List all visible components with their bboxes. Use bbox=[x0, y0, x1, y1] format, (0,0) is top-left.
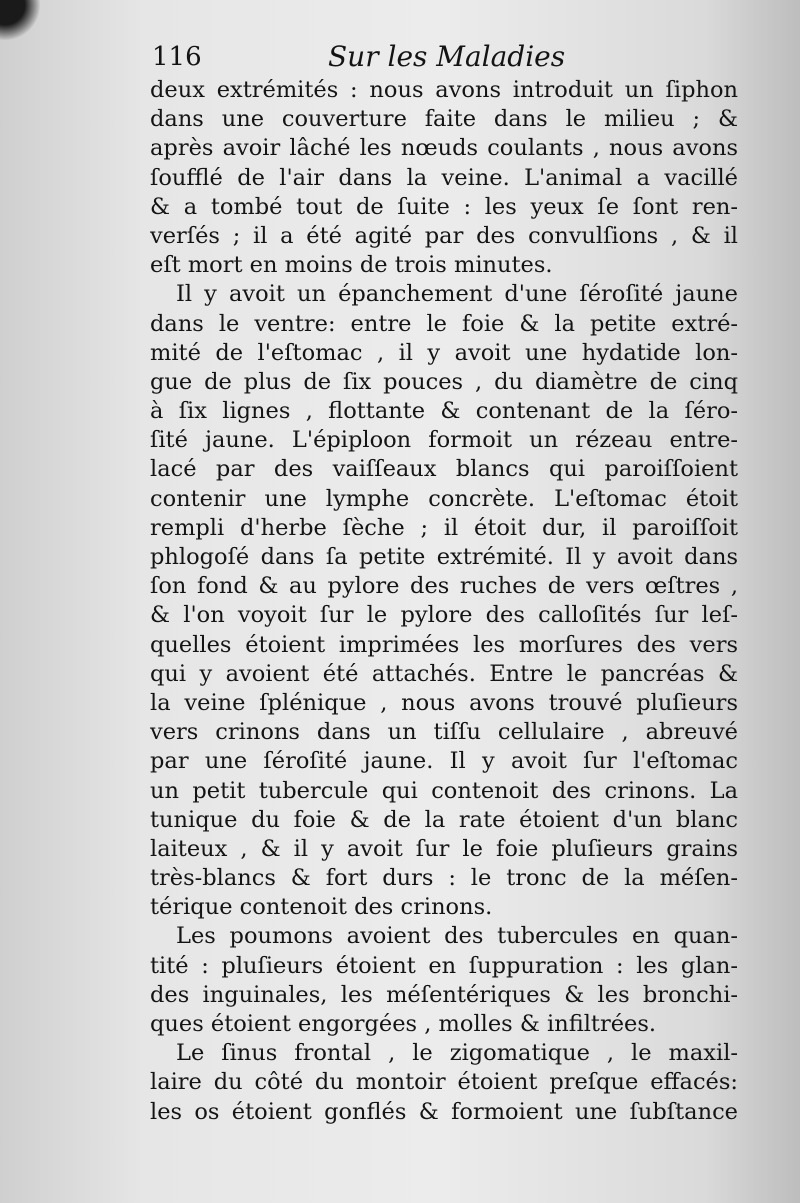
text-line: eſt mort en moins de trois minutes. bbox=[150, 252, 553, 279]
text-line: très-blancs & fort durs : le tronc de la méſen- bbox=[150, 865, 738, 892]
text-line: laire du côté du montoir étoient preſque effacés: bbox=[150, 1069, 738, 1096]
running-title: Sur les Maladies bbox=[328, 40, 566, 73]
text-line: après avoir lâché les nœuds coulants , nous avons bbox=[150, 135, 738, 162]
text-line: & l'on voyoit ſur le pylore des calloſités ſur leſ- bbox=[150, 602, 738, 629]
text-line: par une ſéroſité jaune. Il y avoit ſur l'eſtomac bbox=[150, 748, 738, 775]
text-line: térique contenoit des crinons. bbox=[150, 894, 493, 921]
text-line: ſoufflé de l'air dans la veine. L'animal a vacillé bbox=[150, 164, 738, 191]
page-number: 116 bbox=[152, 42, 202, 72]
paragraph bbox=[150, 76, 738, 280]
page-corner-shadow bbox=[0, 0, 40, 40]
text-line: rempli d'herbe ſèche ; il étoit dur, il paroiſſoit bbox=[150, 514, 738, 541]
text-line: contenir une lymphe concrète. L'eſtomac étoit bbox=[150, 485, 738, 512]
text-line: qui y avoient été attachés. Entre le pancréas & bbox=[150, 660, 738, 687]
text-line: ſon fond & au pylore des ruches de vers œſtres , bbox=[150, 573, 738, 600]
text-line: gue de plus de ſix pouces , du diamètre de cinq bbox=[150, 368, 738, 395]
text-line: tunique du foie & de la rate étoient d'un blanc bbox=[150, 806, 738, 833]
text-line: quelles étoient imprimées les morſures des vers bbox=[150, 631, 738, 658]
paragraph bbox=[150, 922, 738, 1039]
text-line: ques étoient engorgées , molles & infiltrées. bbox=[150, 1011, 657, 1037]
paragraph bbox=[150, 1039, 738, 1127]
text-line: lacé par des vaiſſeaux blancs qui paroiſſoient bbox=[150, 456, 738, 483]
text-line: deux extrémités : nous avons introduit un ſiphon bbox=[150, 77, 738, 103]
text-line: Les poumons avoient des tubercules en quan- bbox=[176, 923, 738, 950]
text-line: les os étoient gonflés & formoient une ſubſtance bbox=[150, 1098, 738, 1125]
text-line: & a tombé tout de ſuite : les yeux ſe ſont ren- bbox=[150, 193, 738, 220]
text-line: ſité jaune. L'épiploon formoit un rézeau entre- bbox=[150, 427, 738, 454]
text-line: Le ſinus frontal , le zigomatique , le maxil- bbox=[176, 1040, 738, 1067]
text-line: la veine ſplénique , nous avons trouvé pluſieurs bbox=[150, 689, 738, 716]
text-line: dans le ventre: entre le foie & la petite extré- bbox=[150, 310, 738, 337]
text-line: Il y avoit un épanchement d'une ſéroſité jaune bbox=[176, 281, 738, 308]
paragraph bbox=[150, 280, 738, 922]
page-header bbox=[150, 38, 738, 76]
text-line: mité de l'eſtomac , il y avoit une hydatide lon- bbox=[150, 339, 738, 366]
text-line: phlogoſé dans ſa petite extrémité. Il y avoit dans bbox=[150, 544, 738, 570]
text-line: à ſix lignes , flottante & contenant de la ſéro- bbox=[150, 398, 738, 425]
text-line: laiteux , & il y avoit ſur le foie pluſieurs grains bbox=[150, 835, 738, 862]
text-line: vers crinons dans un tiſſu cellulaire , abreuvé bbox=[150, 719, 738, 746]
text-line: dans une couverture faite dans le milieu ; & bbox=[150, 106, 738, 133]
text-line: un petit tubercule qui contenoit des crinons. La bbox=[150, 777, 738, 804]
text-line: verſés ; il a été agité par des convulſions , & il bbox=[150, 222, 738, 249]
text-line: tité : pluſieurs étoient en ſuppuration : les glan- bbox=[150, 952, 738, 979]
page-text-block bbox=[150, 38, 738, 1127]
text-line: des inguinales, les méſentériques & les bronchi- bbox=[150, 981, 738, 1008]
